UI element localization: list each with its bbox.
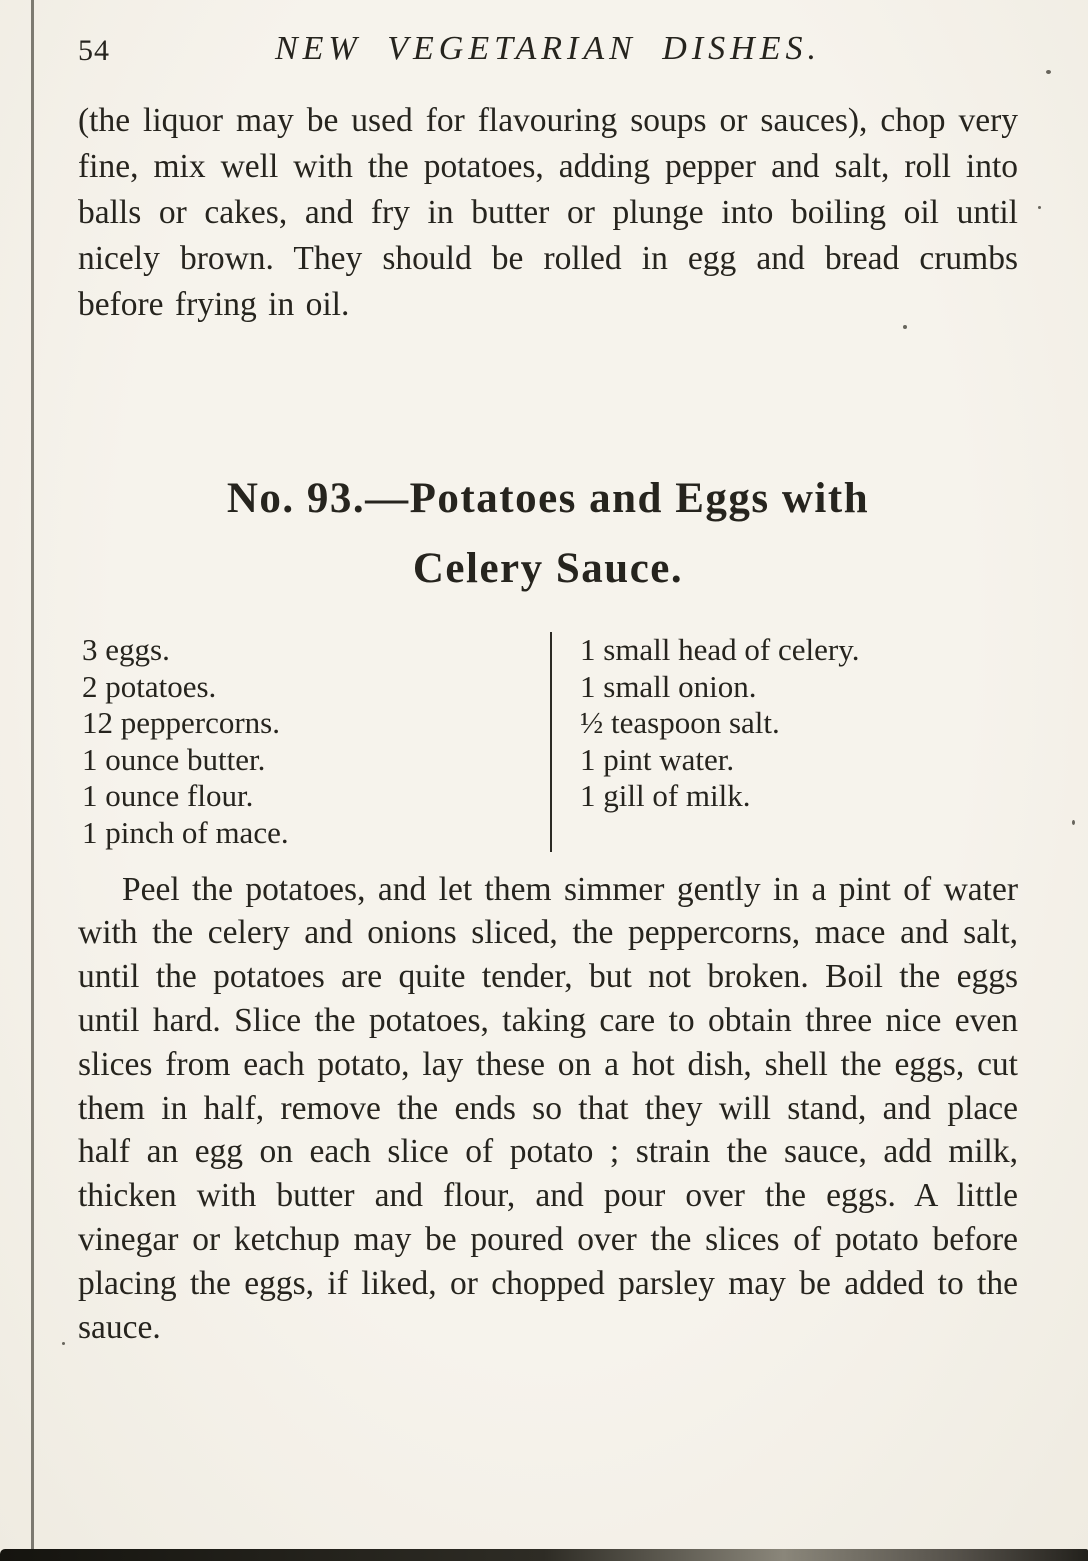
ingredients-divider	[550, 632, 552, 852]
ingredient-item: 1 gill of milk.	[580, 778, 751, 814]
page-number: 54	[78, 34, 110, 67]
ingredient-item: 1 ounce butter.	[82, 741, 266, 777]
recipe-title-line1: No. 93.—Potatoes and Eggs with	[226, 475, 870, 522]
ingredient-item: 12 peppercorns.	[82, 705, 280, 741]
scan-speck	[1046, 70, 1051, 74]
instructions-paragraph: Peel the potatoes, and let them simmer gently in a pint of water with the celery and onions sliced, the peppercorns, mace and salt, until the potatoes are quite tender, but not broken. Boil the eggs until hard. Slice the potatoes, taking care to obtain three nice even slices from each potato, lay these on a hot dish, shell the eggs, cut them in half, remove the ends so that they will stand, and place half an egg on each slice of potato ; strain the sauce, add milk, thicken with butter and flour, and pour over the eggs. A little vinegar or ketchup may be poured over the slices of potato before placing the eggs, if liked, or chopped parsley may be added to the sauce.	[78, 870, 1018, 1346]
ingredient-item: 2 potatoes.	[82, 668, 217, 704]
page-header	[78, 26, 1018, 78]
scan-speck	[1072, 820, 1075, 825]
scan-speck	[62, 1342, 65, 1345]
recipe-title	[78, 464, 1018, 604]
ingredient-item: ½ teaspoon salt.	[580, 705, 780, 741]
running-header: NEW VEGETARIAN DISHES.	[274, 30, 822, 67]
ingredients-left-list	[78, 632, 550, 852]
ingredient-item: 1 small onion.	[580, 668, 757, 704]
ingredient-item: 1 pinch of mace.	[82, 814, 289, 850]
ingredients-right-list	[580, 632, 1018, 852]
ingredient-item: 1 pint water.	[580, 741, 735, 777]
ingredients-section	[78, 632, 1018, 852]
scan-speck	[1038, 206, 1041, 209]
recipe-title-line2: Celery Sauce.	[412, 545, 684, 592]
scan-gutter-line	[31, 0, 34, 1552]
intro-paragraph: (the liquor may be used for flavouring soups or sauces), chop very fine, mix well with the potatoes, adding pepper and salt, roll into balls or cakes, and fry in butter or plunge into boiling oil until nicely brown. They should be rolled in egg and bread crumbs before frying in oil.	[78, 102, 1018, 323]
ingredient-item: 1 small head of celery.	[580, 632, 860, 667]
ingredient-item: 1 ounce flour.	[82, 778, 254, 814]
scan-speck	[903, 325, 907, 329]
ingredient-item: 3 eggs.	[82, 632, 170, 667]
scan-bottom-edge	[0, 1549, 1088, 1561]
